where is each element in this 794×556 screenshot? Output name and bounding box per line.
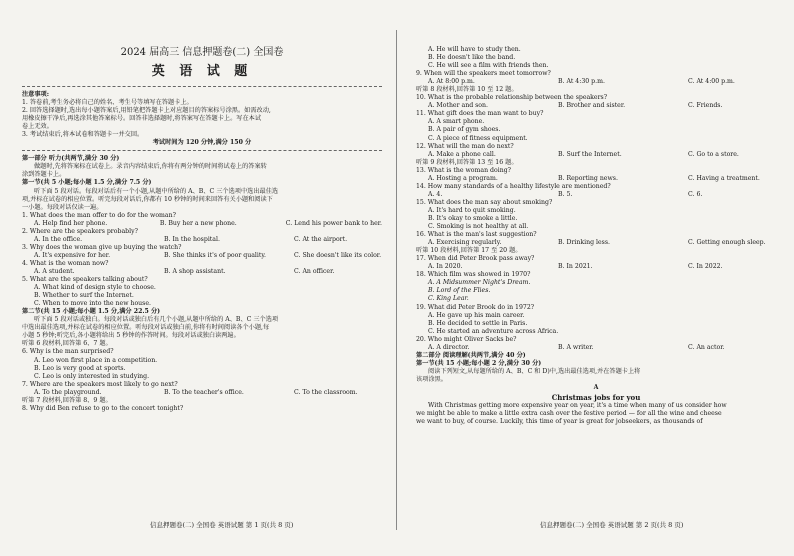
question-2-options	[22, 236, 382, 244]
section2-intro: 听下面 5 段对话或独白。每段对话或独白后有几个小题,从题中所给的 A、B、C 三个选项	[34, 316, 279, 324]
option-a: A. It's expensive for her.	[34, 251, 111, 259]
notes-item: 卷上无效。	[22, 123, 53, 131]
right-column	[416, 46, 776, 426]
part2-intro: 该项涂黑。	[416, 375, 447, 383]
question-17: 17. When did Peter Brook pass away?	[416, 255, 535, 263]
section2-intro: 中选出最佳选项,并标在试卷的相应位置。听每段对话或独白前,你将有时间阅读各个小题,每	[22, 324, 270, 332]
option-b: B. He decided to settle in Paris.	[428, 319, 528, 327]
option-c: C. A piece of fitness equipment.	[428, 134, 528, 142]
option-a: A. At 8:00 p.m.	[428, 78, 475, 86]
option-c: C. To the classroom.	[294, 388, 358, 396]
exam-time: 考试时间为 120 分钟,满分 150 分	[152, 139, 252, 147]
question-14: 14. How many standards of a healthy lifestyle are mentioned?	[416, 182, 611, 190]
option-b: B. Reporting news.	[558, 174, 618, 182]
part1-heading: 第一部分 听力(共两节,满分 30 分)	[22, 155, 120, 163]
option-c: C. At 4:00 p.m.	[688, 78, 735, 86]
material-9-note: 听第 9 段材料,回答第 13 至 16 题。	[416, 158, 518, 166]
question-11: 11. What gift does the man want to buy?	[416, 110, 544, 118]
question-13-options	[416, 175, 776, 183]
option-a: A. What kind of design style to choose.	[34, 284, 156, 292]
section1-heading: 第一节(共 5 小题;每小题 1.5 分,满分 7.5 分)	[22, 179, 152, 187]
option-c: C. Lend his power bank to her.	[285, 219, 382, 227]
option-c: C. An actor.	[688, 343, 725, 351]
question-5: 5. What are the speakers talking about?	[22, 276, 148, 284]
passage-letter: A	[593, 383, 599, 391]
option-c: C. When to move into the new house.	[34, 300, 151, 308]
notes-item: 1. 答卷前,考生务必将自己的姓名、考生号等填写在答题卡上。	[22, 99, 193, 107]
option-a: A. Help find her phone.	[34, 219, 108, 227]
option-a: A. Exercising regularly.	[428, 239, 502, 247]
option-a: A. Mother and son.	[428, 102, 488, 110]
divider-line	[22, 150, 382, 151]
question-14-options	[416, 191, 776, 199]
material-10-note: 听第 10 段材料,回答第 17 至 20 题。	[416, 247, 522, 255]
question-12-options	[416, 151, 776, 159]
option-c: C. He will see a film with friends then.	[428, 62, 549, 70]
footer-right: 信息押题卷(二) 全国卷 英语试题 第 2 页(共 8 页)	[540, 521, 684, 529]
option-c: C. Getting enough sleep.	[688, 239, 766, 247]
part1-intro: 涂到答题卡上。	[22, 171, 66, 179]
question-4: 4. What is the woman now?	[22, 259, 109, 267]
option-a: A. In the office.	[34, 235, 83, 243]
option-a: A. 4.	[428, 190, 443, 198]
option-c: C. 6.	[688, 190, 703, 198]
section1-intro: 一小题。每段对话仅读一遍。	[22, 203, 103, 211]
question-10-options	[416, 102, 776, 110]
question-4-options	[22, 268, 382, 276]
option-b: B. She thinks it's of poor quality.	[164, 251, 267, 259]
option-b: B. In 2021.	[558, 263, 593, 271]
option-a: A. He will have to study then.	[428, 46, 521, 53]
left-column	[22, 46, 382, 413]
option-b: B. Brother and sister.	[558, 102, 626, 110]
passage-line: we might be able to make a little extra cash over the festive period — for all the wine and cheese	[416, 410, 722, 418]
question-15: 15. What does the man say about smoking?	[416, 198, 553, 206]
footer-left: 信息押题卷(二) 全国卷 英语试题 第 1 页(共 8 页)	[150, 521, 294, 529]
question-19: 19. What did Peter Brook do in 1972?	[416, 303, 535, 311]
divider-line	[22, 86, 382, 87]
option-b: B. Whether to surf the Internet.	[34, 292, 134, 300]
notes-item: 用橡皮擦干净后,再选涂其他答案标号。回答非选择题时,将答案写在答题卡上。写在本试	[22, 115, 262, 123]
notes-item: 2. 回答选择题时,选出每小题答案后,用铅笔把答题卡上对应题目的答案标号涂黑。如需改动,	[22, 107, 271, 115]
question-6: 6. Why is the man surprised?	[22, 348, 114, 356]
option-a: A. Leo won first place in a competition.	[34, 356, 158, 364]
question-1: 1. What does the man offer to do for the woman?	[22, 211, 176, 219]
question-7-options	[22, 389, 382, 397]
question-10: 10. What is the probable relationship between the speakers?	[416, 94, 608, 102]
option-a: A. To the playground.	[34, 388, 102, 396]
option-a: A. Make a phone call.	[428, 150, 496, 158]
passage-line: With Christmas getting more expensive year on year, it's a time when many of us consider how	[428, 402, 727, 410]
option-c: C. King Lear.	[428, 295, 469, 303]
option-c: C. He started an adventure across Africa.	[428, 327, 559, 335]
option-c: C. Leo is only interested in studying.	[34, 372, 150, 380]
option-b: B. In the hospital.	[164, 235, 220, 243]
question-3: 3. Why does the woman give up buying the watch?	[22, 243, 182, 251]
question-20: 20. Who might Oliver Sacks be?	[416, 335, 517, 343]
option-b: B. He doesn't like the band.	[428, 54, 516, 62]
option-a: A. A smart phone.	[428, 118, 485, 126]
question-17-options	[416, 263, 776, 271]
option-b: B. 5.	[558, 190, 573, 198]
section1-intro: 项,并标在试卷的相应位置。听完每段对话后,你都有 10 秒钟的时间来回答有关小题和阅读下	[22, 195, 273, 203]
section2-heading: 第二节(共 15 小题;每小题 1.5 分,满分 22.5 分)	[22, 308, 161, 316]
question-16: 16. What is the man's last suggestion?	[416, 231, 537, 239]
option-b: B. Lord of the Flies.	[428, 287, 491, 295]
notes-heading: 注意事项:	[22, 91, 50, 98]
part2-section1-heading: 第一节(共 15 小题;每小题 2 分,满分 30 分)	[416, 359, 542, 367]
question-18: 18. Which film was showed in 1970?	[416, 271, 531, 279]
section1-intro: 听下面 5 段对话。每段对话后有一个小题,从题中所给的 A、B、C 三个选项中选出最佳选	[34, 187, 279, 195]
option-c: C. Having a treatment.	[688, 174, 760, 182]
option-c: C. Friends.	[688, 102, 723, 110]
option-a: A. Hosting a program.	[428, 174, 498, 182]
option-c: C. In 2022.	[688, 263, 723, 271]
question-3-options	[22, 252, 382, 260]
material-7-note: 听第 7 段材料,回答第 8、9 题。	[22, 396, 112, 404]
column-divider	[396, 30, 397, 530]
material-6-note: 听第 6 段材料,回答第 6、7 题。	[22, 340, 112, 348]
option-a: A. A director.	[428, 343, 470, 351]
option-b: B. Surf the Internet.	[558, 150, 622, 158]
passage-title: Christmas jobs for you	[551, 393, 641, 403]
exam-subtitle: 英 语 试 题	[151, 64, 253, 79]
option-b: B. A pair of gym shoes.	[428, 126, 501, 134]
question-13: 13. What is the woman doing?	[416, 166, 511, 174]
option-b: B. Buy her a new phone.	[159, 219, 237, 227]
option-c: C. Smoking is not healthy at all.	[428, 223, 529, 231]
option-b: B. A writer.	[558, 343, 594, 351]
option-b: B. To the teacher's office.	[164, 388, 244, 396]
option-b: B. At 4:30 p.m.	[558, 78, 605, 86]
section2-intro: 小题 5 秒钟;听完后,各小题将给出 5 秒钟的作答时间。每段对话或独白读两遍。	[22, 332, 240, 340]
option-b: B. It's okay to smoke a little.	[428, 214, 518, 222]
part1-intro: 做题时,先将答案标在试卷上。录音内容结束后,你将有两分钟的时间将试卷上的答案转	[34, 163, 267, 171]
question-2: 2. Where are the speakers probably?	[22, 227, 138, 235]
passage-line: we want to buy, of course. Luckily, this time of year is great for jobseekers, as thousands of	[416, 418, 703, 426]
option-b: B. Leo is very good at sports.	[34, 364, 126, 372]
exam-title: 2024 届高三 信息押题卷(二) 全国卷	[120, 47, 284, 58]
question-12: 12. What will the man do next?	[416, 142, 514, 150]
option-a: A. A student.	[34, 267, 75, 275]
question-20-options	[416, 344, 776, 352]
option-a: A. A Midsummer Night's Dream.	[428, 279, 531, 287]
part2-intro: 阅读下列短文,从每题所给的 A、B、C 和 D)中,选出最佳选项,并在答题卡上将	[428, 367, 641, 375]
option-a: A. In 2020.	[428, 263, 463, 271]
question-16-options	[416, 239, 776, 247]
option-b: B. A shop assistant.	[164, 267, 226, 275]
question-8: 8. Why did Ben refuse to go to the concert tonight?	[22, 404, 184, 412]
part2-heading: 第二部分 阅读理解(共两节,满分 40 分)	[416, 351, 526, 359]
option-c: C. An officer.	[294, 267, 335, 275]
material-8-note: 听第 8 段材料,回答第 10 至 12 题。	[416, 86, 518, 94]
option-c: C. Go to a store.	[688, 150, 739, 158]
notes-item: 3. 考试结束后,将本试卷和答题卡一并交回。	[22, 131, 144, 139]
option-a: A. He gave up his main career.	[428, 311, 525, 319]
option-b: B. Drinking less.	[558, 239, 610, 247]
question-1-options	[22, 220, 382, 228]
option-c: C. At the airport.	[294, 235, 348, 243]
option-a: A. It's hard to quit smoking.	[428, 206, 516, 214]
question-7: 7. Where are the speakers most likely to go next?	[22, 380, 178, 388]
question-9: 9. When will the speakers meet tomorrow?	[416, 70, 551, 78]
option-c: C. She doesn't like its color.	[294, 251, 382, 259]
